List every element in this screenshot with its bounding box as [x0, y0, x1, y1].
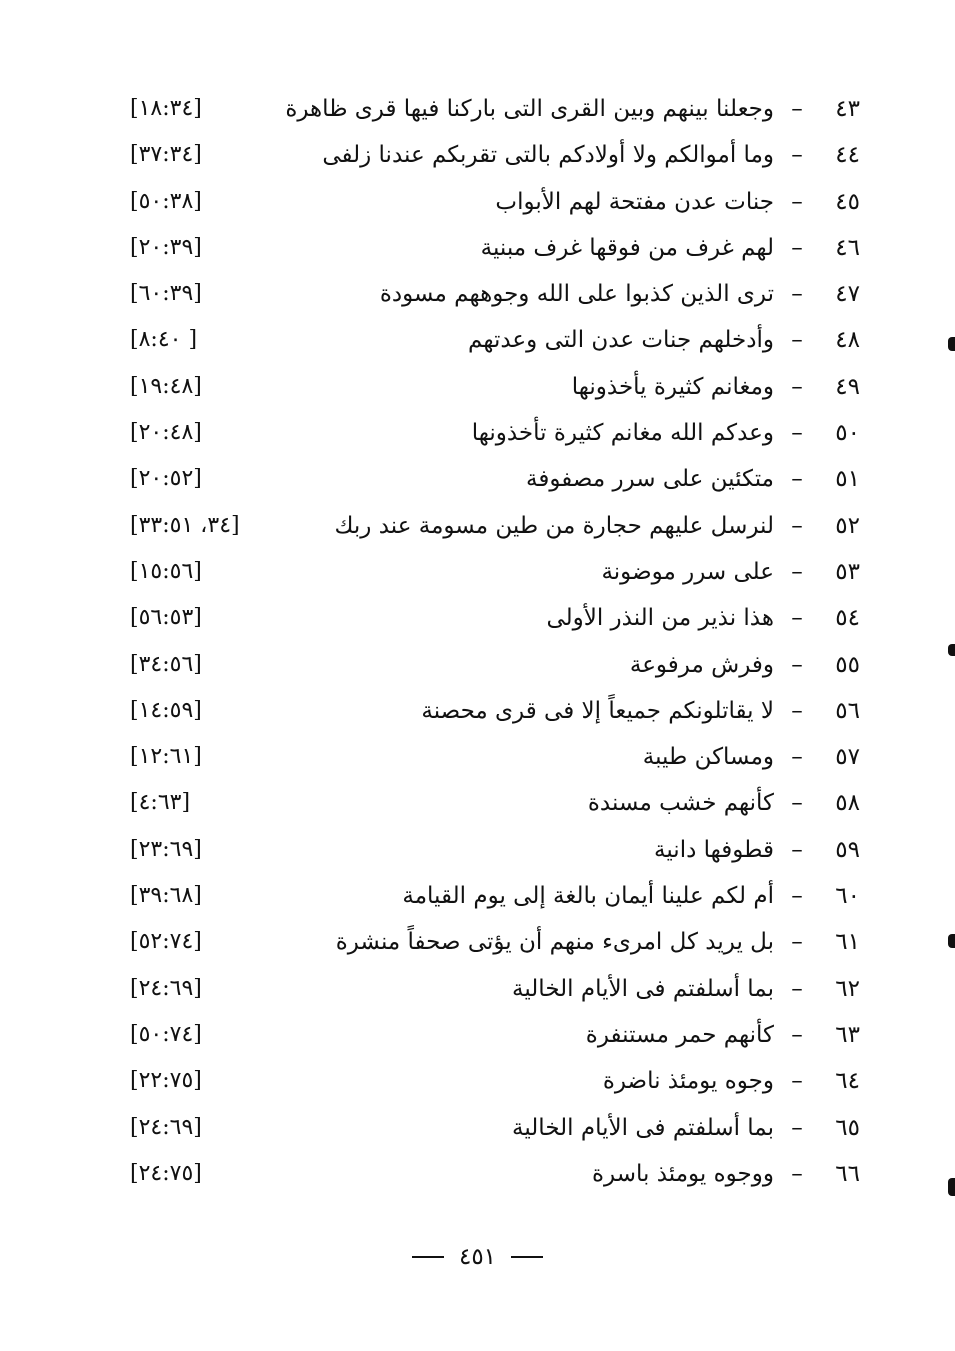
entry-separator: –	[791, 420, 803, 447]
entry-text: كأنهم حمر مستنفرة	[585, 1021, 774, 1048]
entry-separator: –	[791, 281, 803, 308]
entry-reference: [٢٠:٤٨]	[130, 420, 202, 446]
entry-number: ٥١	[835, 466, 860, 493]
entry-reference: [٢٣:٦٩]	[130, 836, 202, 862]
entry-reference: [٢٠:٥٢]	[130, 466, 202, 492]
entry-number: ٥٩	[835, 836, 860, 863]
entry-reference: [٢٢:٧٥]	[130, 1068, 202, 1094]
entry-separator: –	[791, 1021, 803, 1048]
entry-number: ٤٦	[835, 234, 860, 261]
page-number: ٤٥١	[458, 1244, 497, 1270]
entry-text: كأنهم خشب مسندة	[587, 790, 774, 817]
entry-number: ٤٩	[835, 373, 860, 400]
entry-reference: [٢٤:٦٩]	[130, 1114, 202, 1140]
entry-reference: [٥٢:٧٤]	[130, 929, 202, 955]
entry-separator: –	[791, 512, 803, 539]
entry-number: ٥٠	[835, 420, 860, 447]
entry-text: ووجوه يومئذ باسرة	[591, 1160, 774, 1187]
entry-text: وعدكم الله مغانم كثيرة تأخذونها	[471, 420, 774, 447]
entry-reference: [١٥:٥٦]	[130, 558, 202, 584]
entry-text: وجعلنا بينهم وبين القرى التى باركنا فيها قرى ظاهرة	[285, 96, 774, 122]
entry-separator: –	[791, 1114, 803, 1141]
entry-text: لا يقاتلونكم جميعاً إلا فى قرى محصنة	[421, 697, 774, 724]
entry-number: ٥٢	[835, 512, 860, 539]
entry-number: ٤٥	[835, 188, 860, 215]
entry-separator: –	[791, 142, 803, 169]
footer-rule-left	[412, 1256, 444, 1258]
entry-number: ٥٣	[835, 558, 860, 585]
entry-reference: [٢٠:٣٩]	[130, 234, 202, 260]
list-item	[130, 688, 860, 734]
entry-text: ترى الذين كذبوا على الله وجوههم مسودة	[379, 281, 774, 308]
list-item	[130, 1058, 860, 1104]
scan-edge-mark	[948, 934, 955, 948]
list-item	[130, 271, 860, 317]
entry-text: لهم غرف من فوقها غرف مبنية	[480, 234, 774, 261]
list-item	[130, 225, 860, 271]
entry-number: ٦٤	[835, 1068, 860, 1095]
entry-reference: [٢٤:٧٥]	[130, 1160, 202, 1186]
entry-separator: –	[791, 1160, 803, 1187]
entry-number: ٦٢	[835, 975, 860, 1002]
entry-separator: –	[791, 929, 803, 956]
entry-separator: –	[791, 975, 803, 1002]
entry-separator: –	[791, 1068, 803, 1095]
list-item	[130, 1151, 860, 1197]
list-item	[130, 966, 860, 1012]
entry-number: ٦٠	[835, 883, 860, 910]
list-item	[130, 549, 860, 595]
entry-reference: [٣٧:٣٤]	[130, 142, 202, 168]
entry-reference: [١٨:٣٤]	[130, 96, 202, 121]
entry-number: ٦٣	[835, 1021, 860, 1048]
entry-reference: [٥٦:٥٣]	[130, 605, 202, 631]
entry-separator: –	[791, 327, 803, 354]
list-item	[130, 919, 860, 965]
entry-number: ٦٦	[835, 1160, 860, 1187]
list-item	[130, 132, 860, 178]
entry-reference: [٣٤، ٣٣:٥١]	[130, 512, 240, 538]
footer-rule-right	[511, 1256, 543, 1258]
entry-number: ٤٣	[835, 96, 860, 122]
entry-number: ٥٧	[835, 744, 860, 771]
scan-edge-mark	[948, 337, 955, 351]
entry-separator: –	[791, 883, 803, 910]
entry-reference: [١٤:٥٩]	[130, 697, 202, 723]
entry-number: ٥٤	[835, 605, 860, 632]
entry-separator: –	[791, 651, 803, 678]
list-item	[130, 827, 860, 873]
entry-reference: [٥٠:٣٨]	[130, 188, 202, 214]
entry-reference: [٦٠:٣٩]	[130, 281, 202, 307]
list-item	[130, 456, 860, 502]
entry-text: وما أموالكم ولا أولادكم بالتى تقربكم عندنا زلفى	[322, 142, 774, 169]
entry-text: أم لكم علينا أيمان بالغة إلى يوم القيامة	[402, 883, 774, 910]
entry-list	[130, 86, 860, 1197]
entry-text: جنات عدن مفتحة لهم الأبواب	[495, 188, 774, 215]
entry-separator: –	[791, 697, 803, 724]
list-item	[130, 86, 860, 132]
entry-reference: [٤:٦٣]	[130, 790, 191, 816]
list-item	[130, 873, 860, 919]
entry-text: على سرر موضونة	[601, 558, 774, 585]
entry-text: بما أسلفتم فى الأيام الخالية	[512, 975, 774, 1002]
entry-separator: –	[791, 790, 803, 817]
entry-text: ومساكن طيبة	[642, 744, 774, 771]
entry-text: وفرش مرفوعة	[629, 651, 774, 678]
entry-reference: [٣٩:٦٨]	[130, 883, 202, 909]
entry-text: بما أسلفتم فى الأيام الخالية	[512, 1114, 774, 1141]
entry-reference: [١٢:٦١]	[130, 744, 202, 770]
entry-number: ٥٨	[835, 790, 860, 817]
list-item	[130, 364, 860, 410]
entry-number: ٥٦	[835, 697, 860, 724]
entry-text: قطوفها دانية	[654, 836, 774, 863]
entry-text: لنرسل عليهم حجارة من طين مسومة عند ربك	[334, 512, 774, 539]
entry-number: ٦١	[835, 929, 860, 956]
entry-separator: –	[791, 188, 803, 215]
entry-text: وجوه يومئذ ناضرة	[602, 1068, 774, 1095]
entry-separator: –	[791, 558, 803, 585]
entry-text: وأدخلهم جنات عدن التى وعدتهم	[468, 327, 774, 354]
list-item	[130, 503, 860, 549]
list-item	[130, 179, 860, 225]
entry-number: ٥٥	[835, 651, 860, 678]
entry-number: ٤٧	[835, 281, 860, 308]
list-item	[130, 734, 860, 780]
entry-text: هذا نذير من النذر الأولى	[546, 605, 774, 632]
entry-separator: –	[791, 605, 803, 632]
scan-edge-mark	[948, 1178, 955, 1196]
list-item	[130, 780, 860, 826]
entry-separator: –	[791, 466, 803, 493]
page-footer	[0, 1242, 955, 1272]
entry-separator: –	[791, 234, 803, 261]
list-item	[130, 1105, 860, 1151]
entry-number: ٦٥	[835, 1114, 860, 1141]
entry-separator: –	[791, 744, 803, 771]
entry-reference: [٥٠:٧٤]	[130, 1021, 202, 1047]
list-item	[130, 595, 860, 641]
entry-separator: –	[791, 836, 803, 863]
entry-number: ٤٨	[835, 327, 860, 354]
entry-reference: [٢٤:٦٩]	[130, 975, 202, 1001]
entry-text: ومغانم كثيرة يأخذونها	[571, 373, 774, 400]
list-item	[130, 1012, 860, 1058]
entry-reference: [١٩:٤٨]	[130, 373, 202, 399]
scan-edge-mark	[948, 644, 955, 656]
list-item	[130, 317, 860, 363]
entry-reference: [٣٤:٥٦]	[130, 651, 202, 677]
list-item	[130, 410, 860, 456]
entry-text: بل يريد كل امرىء منهم أن يؤتى صحفاً منشرة	[335, 929, 774, 956]
entry-number: ٤٤	[835, 142, 860, 169]
entry-separator: –	[791, 96, 803, 122]
entry-text: متكئين على سرر مصفوفة	[526, 466, 774, 493]
entry-separator: –	[791, 373, 803, 400]
entry-reference: [٨:٤٠ ]	[130, 327, 198, 353]
list-item	[130, 642, 860, 688]
